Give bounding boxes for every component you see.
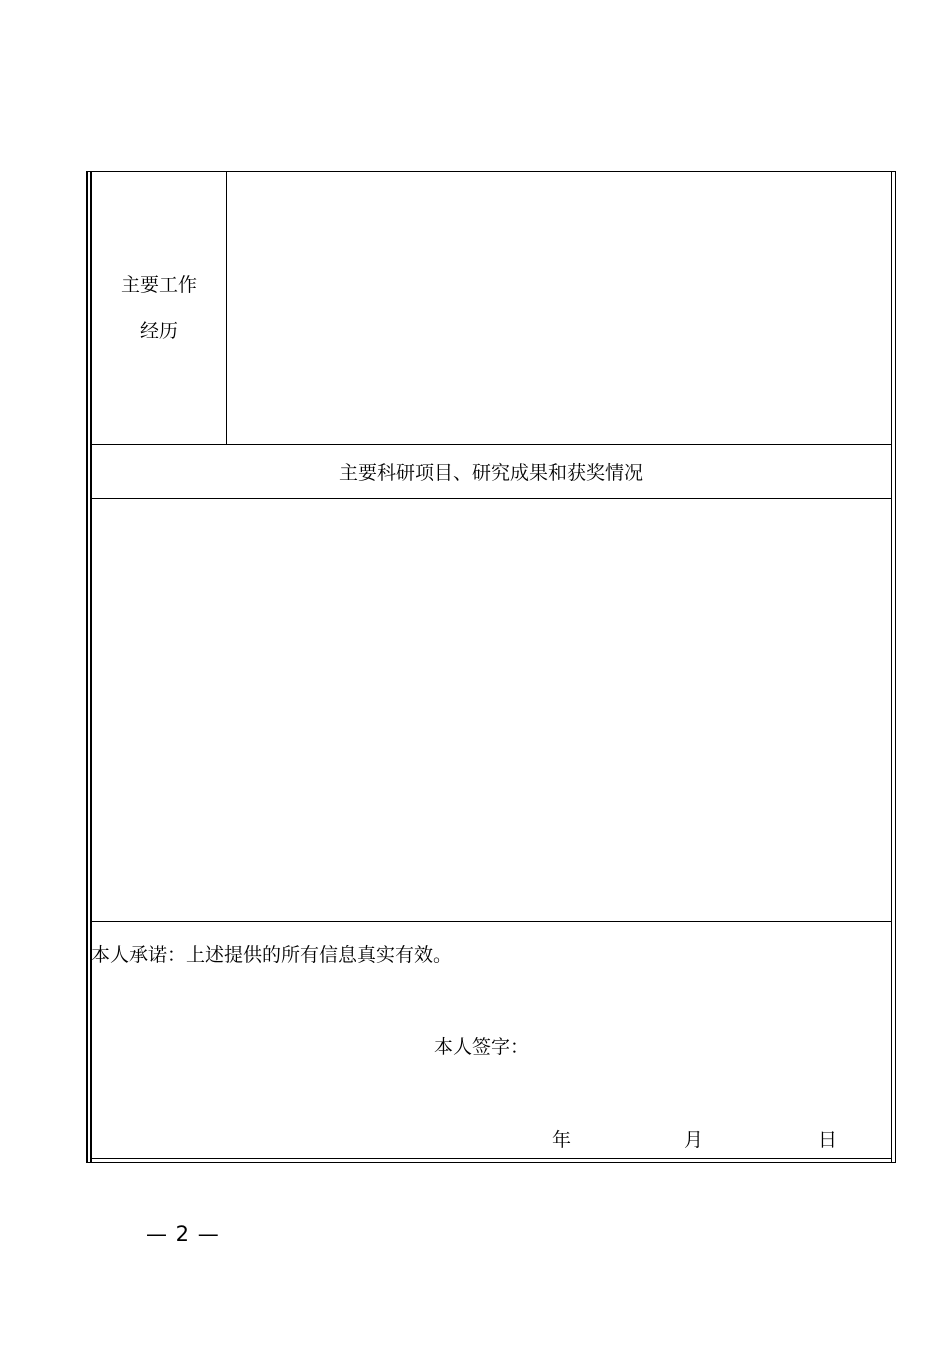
- table-border-right-outer: [895, 172, 897, 1162]
- table-border-left-outer: [86, 172, 88, 1162]
- work-history-field[interactable]: [227, 172, 890, 444]
- date-year-label: 年: [552, 1129, 572, 1151]
- work-history-label-line1: 主要工作: [120, 274, 197, 296]
- date-month-label: 月: [684, 1129, 704, 1151]
- research-achievements-field[interactable]: [92, 499, 890, 921]
- work-history-label: [92, 172, 226, 444]
- application-form-table: [86, 171, 896, 1163]
- page-number: — 2 —: [146, 1222, 220, 1246]
- signature-label: 本人签字：: [434, 1036, 530, 1058]
- pledge-statement: 本人承诺：上述提供的所有信息真实有效。: [91, 944, 453, 966]
- work-history-label-line2: 经历: [139, 320, 178, 342]
- date-day-label: 日: [818, 1129, 838, 1151]
- signature-field[interactable]: [534, 1028, 784, 1060]
- research-section-title: 主要科研项目、研究成果和获奖情况: [338, 462, 643, 484]
- table-border-bottom-inner: [90, 1158, 892, 1159]
- table-border-right-inner: [891, 172, 893, 1162]
- row-divider-3: [90, 921, 892, 922]
